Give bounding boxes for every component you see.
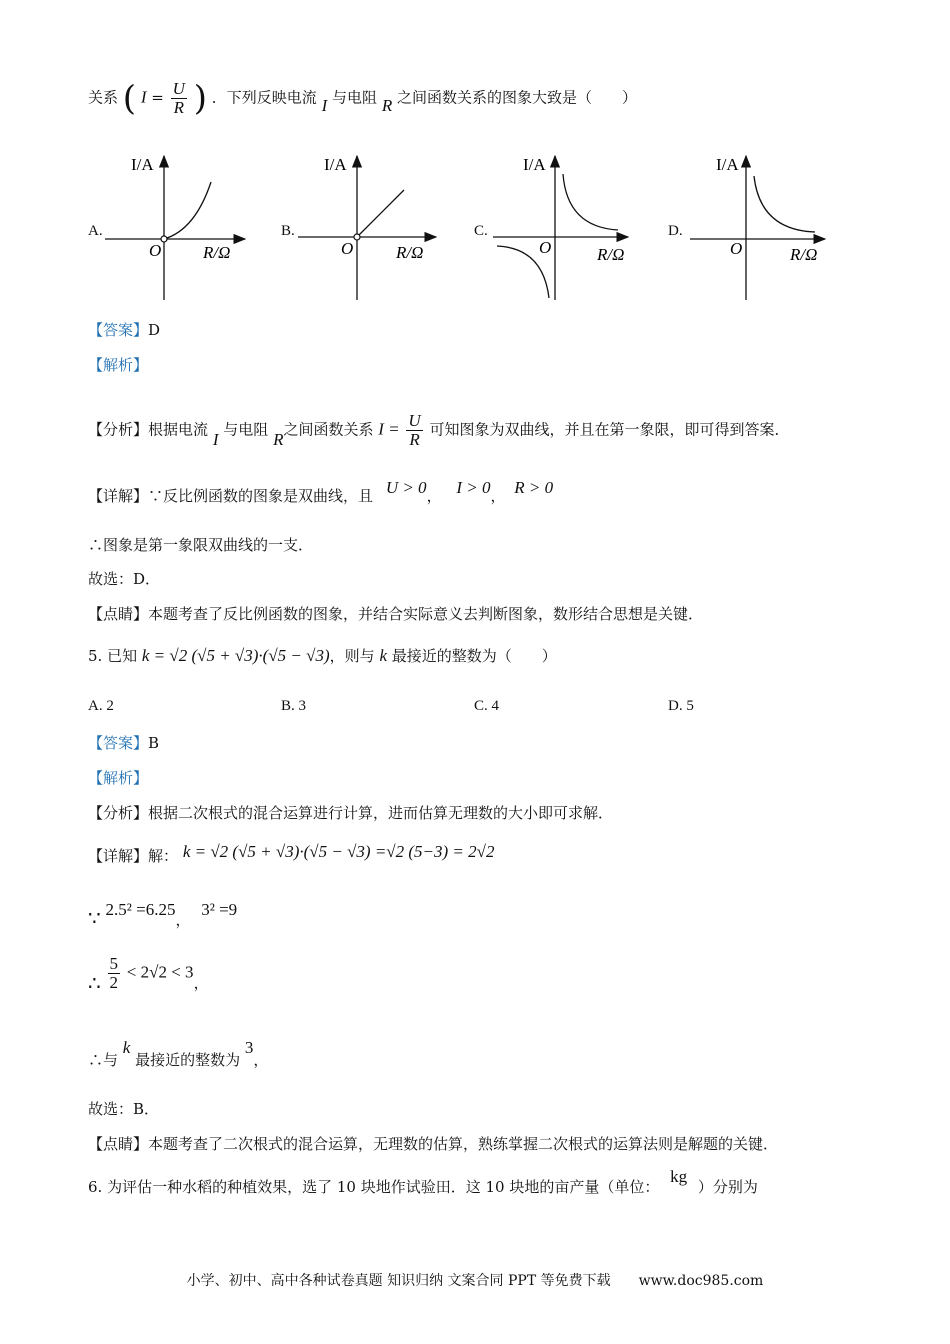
y-label: I/A	[324, 155, 347, 174]
curve-q1	[754, 176, 815, 232]
var-k: k	[379, 646, 387, 665]
fraction-numerator: U	[172, 79, 185, 98]
option-d-letter: D.	[668, 223, 683, 239]
analysis-text: 根据二次根式的混合运算进行计算，进而估算无理数的大小即可求解．	[148, 804, 614, 822]
formula-fraction	[171, 80, 187, 117]
q5-choose: 故选：B．	[88, 1100, 160, 1118]
stem-mid: 与电阻	[332, 88, 378, 107]
analysis-fraction	[406, 412, 422, 449]
q5-jiexi	[88, 768, 148, 788]
var-R: R	[273, 429, 284, 449]
var-k: k	[122, 1038, 131, 1057]
cond-1: U > 0	[385, 478, 427, 497]
square-1: 2.5² =6.25	[105, 900, 176, 919]
jiexi-tag: 【解析】	[88, 356, 149, 374]
q6-stem	[88, 1167, 758, 1197]
analysis-text: 与电阻	[223, 420, 269, 439]
nearest-value: 3	[244, 1038, 254, 1057]
x-label: R/Ω	[790, 245, 818, 264]
q5-squares	[88, 898, 238, 930]
stem-pre: 5. 已知	[88, 647, 138, 665]
q4-jiexi	[88, 355, 148, 375]
comma: ，	[253, 1051, 269, 1069]
answer-value: D	[148, 321, 161, 339]
curve-q1	[563, 174, 618, 230]
x-label: R/Ω	[396, 243, 424, 262]
x-label: R/Ω	[203, 243, 231, 262]
q5-stem	[88, 646, 557, 666]
q5-detail	[88, 842, 495, 866]
stem-mid: ，则与	[329, 647, 375, 665]
detail-pre: 解：	[148, 847, 179, 865]
stem-pre: 6. 为评估一种水稻的种植效果，选了 10 块地作试验田．这 10 块地的亩产量（单位：	[88, 1178, 660, 1196]
fraction-numerator: U	[408, 411, 421, 430]
square-2: 3² =9	[201, 900, 238, 919]
q5-expression: k = √2 (√5 + √3)·(√5 − √3)	[141, 646, 330, 665]
fraction-denominator: R	[409, 430, 420, 449]
answer-tag: 【答案】	[88, 321, 149, 339]
detail-expression: k = √2 (√5 + √3)·(√5 − √3) =√2 (5−3) = 2√2	[182, 842, 495, 861]
origin-label: O	[341, 239, 354, 258]
analysis-text: 根据电流	[148, 420, 209, 439]
analysis-tag: 【分析】	[88, 420, 149, 439]
stem-post: 最接近的整数为（ ）	[391, 647, 557, 665]
analysis-tag: 【分析】	[88, 804, 149, 822]
option-a: A. 2	[88, 698, 114, 714]
origin-label: O	[730, 239, 743, 258]
answer-value: B	[148, 734, 160, 752]
q4-analysis	[88, 412, 790, 449]
comma: ，	[175, 911, 191, 929]
y-label: I/A	[716, 155, 739, 174]
comma: ，	[193, 973, 209, 992]
detail-text: ∵反比例函数的图象是双曲线，且	[148, 487, 374, 505]
stem-text: ．下列反映电流	[211, 88, 317, 107]
analysis-text: 可知图象为双曲线，并且在第一象限，即可得到答案．	[429, 420, 790, 439]
q5-comment	[88, 1134, 778, 1154]
y-label: I/A	[131, 155, 154, 174]
q5-analysis	[88, 803, 613, 823]
comment-tag: 【点睛】	[88, 1135, 149, 1153]
option-c-letter: C.	[474, 223, 488, 239]
origin-label: O	[149, 241, 162, 260]
option-b-letter: B.	[281, 223, 295, 239]
cond-2: I > 0	[456, 478, 491, 497]
ineq-rest: < 2√2 < 3	[126, 962, 194, 982]
answer-tag: 【答案】	[88, 734, 149, 752]
stem-tail: 之间函数关系的图象大致是（ ）	[396, 88, 637, 107]
q4-comment	[88, 604, 703, 624]
q5-inequality	[88, 954, 209, 995]
origin-point	[354, 234, 360, 240]
q5-nearest	[88, 1038, 269, 1069]
page-footer: 小学、初中、高中各种试卷真题 知识归纳 文案合同 PPT 等免费下载 www.doc985.com	[186, 1273, 764, 1289]
therefore-symbol: ∴	[88, 970, 101, 995]
cond-3: R > 0	[514, 478, 554, 497]
q4-detail	[88, 478, 554, 506]
line	[357, 190, 404, 237]
q4-conclusion: ∴图象是第一象限双曲线的一支．	[88, 536, 314, 554]
q4-answer	[88, 320, 160, 340]
graph-b	[298, 150, 478, 305]
option-a-letter: A.	[88, 223, 103, 239]
nearest-mid: 最接近的整数为	[135, 1051, 241, 1069]
analysis-text: 之间函数关系	[283, 420, 374, 439]
option-d: D. 5	[668, 698, 694, 714]
jiexi-tag: 【解析】	[88, 769, 149, 787]
graph-a	[105, 150, 285, 305]
stem-post: ）分别为	[697, 1178, 758, 1196]
comma: ，	[426, 487, 442, 505]
var-R: R	[381, 95, 393, 115]
origin-point	[161, 236, 167, 242]
ineq-fraction	[108, 955, 121, 992]
left-paren: (	[122, 78, 137, 119]
because-symbol: ∵	[88, 906, 101, 930]
comment-tag: 【点睛】	[88, 605, 149, 623]
relation-label: 关系	[88, 88, 119, 107]
option-b: B. 3	[281, 698, 307, 714]
comment-text: 本题考查了二次根式的混合运算，无理数的估算，熟练掌握二次根式的运算法则是解题的关键．	[148, 1135, 779, 1153]
fraction-denominator: R	[173, 98, 184, 117]
q4-choose: 故选：D．	[88, 570, 161, 588]
graph-d	[690, 150, 870, 305]
var-I: I	[321, 95, 328, 115]
var-I: I	[212, 429, 219, 449]
formula-eq: =	[151, 88, 164, 107]
x-label: R/Ω	[597, 245, 625, 264]
unit-kg: kg	[670, 1167, 688, 1186]
detail-tag: 【详解】	[88, 487, 149, 505]
option-c: C. 4	[474, 698, 500, 714]
right-paren: )	[193, 78, 207, 119]
q5-answer	[88, 733, 159, 753]
fraction-denominator: 2	[109, 973, 119, 992]
y-label: I/A	[523, 155, 546, 174]
q4-relation-line	[88, 80, 637, 117]
nearest-pre: ∴与	[88, 1051, 119, 1069]
formula-I: I	[140, 87, 147, 107]
graph-c	[493, 150, 673, 305]
origin-label: O	[539, 238, 552, 257]
fraction-numerator: 5	[109, 954, 119, 973]
comma: ，	[490, 487, 506, 505]
curve	[164, 182, 211, 239]
analysis-eq: I =	[378, 419, 400, 439]
comment-text: 本题考查了反比例函数的图象，并结合实际意义去判断图象，数形结合思想是关键．	[148, 605, 704, 623]
detail-tag: 【详解】	[88, 847, 149, 865]
